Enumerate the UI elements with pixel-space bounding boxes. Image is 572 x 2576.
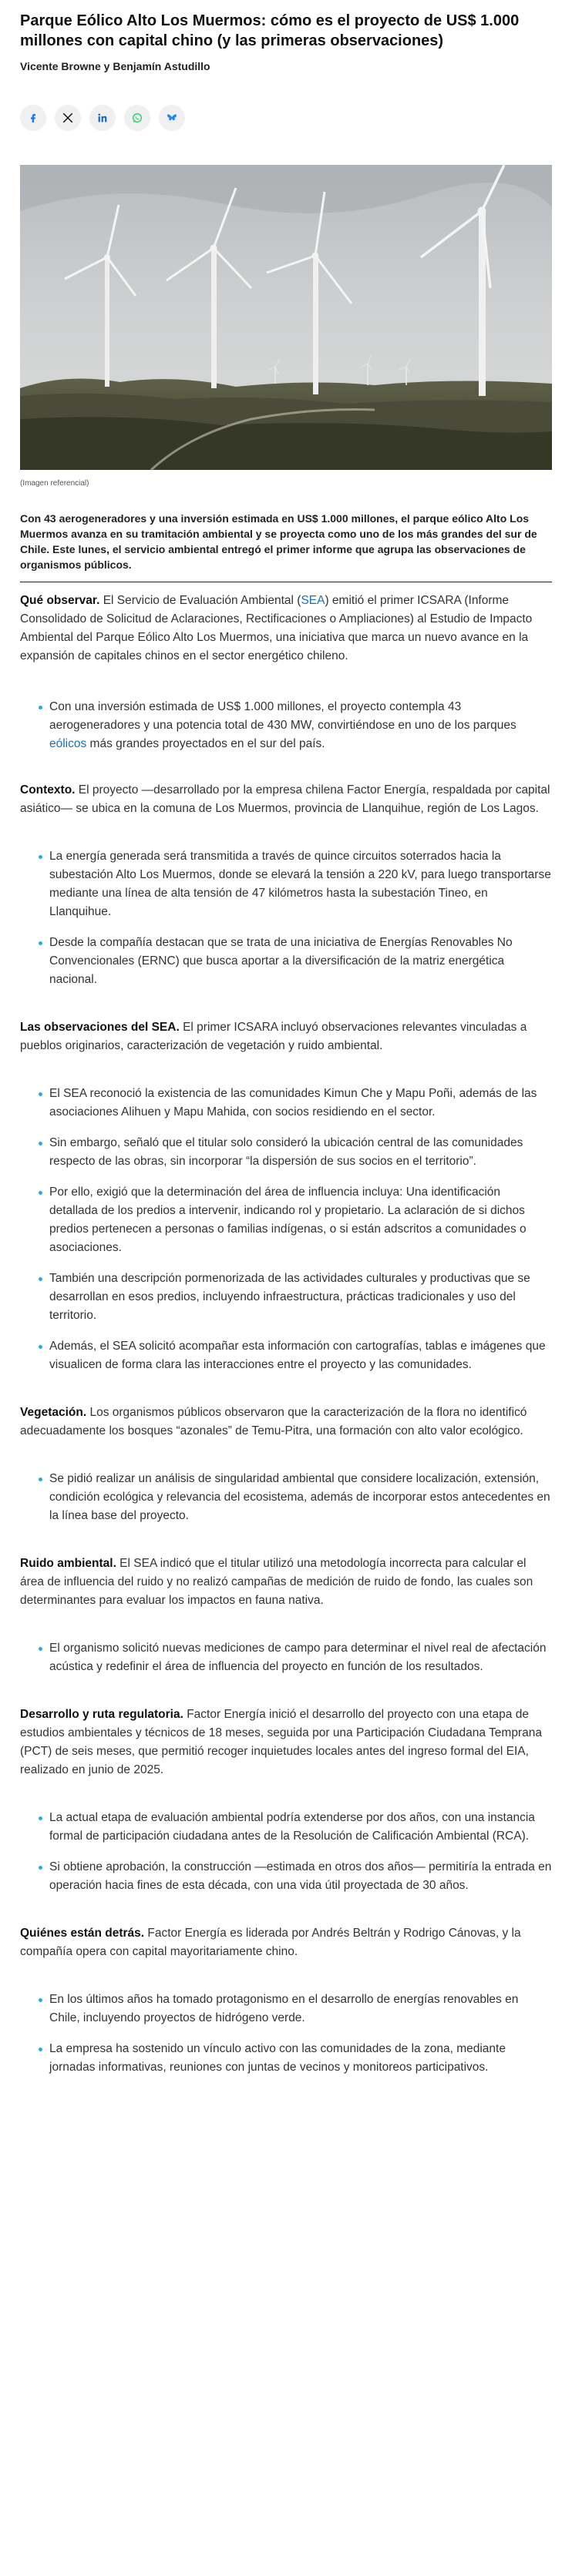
paragraph-ruido: Ruido ambiental. El SEA indicó que el titular utilizó una metodología incorrecta para calcular el área de influencia del ruido y no realizó campañas de medición de ruido de fondo, las cuales son determinantes para evaluar los impactos en fauna nativa. bbox=[20, 1557, 533, 1607]
list-item: Si obtiene aprobación, la construcción —estimada en otros dos años— permitiría la entrada en operación hacia fines de esta década, con una vida útil proyectada de 30 años. bbox=[20, 1858, 552, 1895]
list-item: Con una inversión estimada de US$ 1.000 millones, el proyecto contempla 43 aerogeneradores y una potencia total de 430 MW, convirtiéndose en uno de los parques eólicos más grandes proyectados en el sur del país. bbox=[20, 698, 552, 753]
paragraph-heading: Contexto. bbox=[20, 783, 76, 797]
list-item: Por ello, exigió que la determinación del área de influencia incluya: Una identificación detallada de los predios a intervenir, indicando rol y propietario. La aclaración de si dichos predios pertenecen a personas o familias indígenas, o si están adscritos a comunidades o asociaciones. bbox=[20, 1183, 552, 1257]
list-item: El organismo solicitó nuevas mediciones de campo para determinar el nivel real de afectación acústica y redefinir el área de influencia del proyecto en función de los resultados. bbox=[20, 1639, 552, 1676]
image-caption: (Imagen referencial) bbox=[20, 479, 89, 488]
list-item: La empresa ha sostenido un vínculo activo con las comunidades de la zona, mediante jornadas informativas, reuniones con juntas de vecinos y monitoreos participativos. bbox=[20, 2040, 552, 2077]
bullet-list-4 bbox=[20, 1470, 552, 1525]
article-title: Parque Eólico Alto Los Muermos: cómo es el proyecto de US$ 1.000 millones con capital chino (y las primeras observaciones) bbox=[20, 12, 520, 49]
paragraph-heading: Desarrollo y ruta regulatoria. bbox=[20, 1708, 183, 1721]
list-item: También una descripción pormenorizada de las actividades culturales y productivas que se desarrollan en esos predios, incluyendo infraestructura, prácticas tradicionales y uso del territorio. bbox=[20, 1270, 552, 1325]
article-lead: Con 43 aerogeneradores y una inversión estimada en US$ 1.000 millones, el parque eólico Alto Los Muermos avanza en su tramitación ambiental y se proyecta como uno de los más grandes del sur de Chile. Este lunes, el servicio ambiental entregó el primer informe que agrupa las observaciones de organismos públicos. bbox=[20, 511, 552, 582]
bullet-list-3 bbox=[20, 1085, 552, 1374]
sea-link[interactable]: SEA bbox=[301, 594, 325, 607]
bluesky-icon bbox=[166, 112, 178, 124]
eolicos-link[interactable]: eólicos bbox=[49, 737, 87, 750]
wind-farm-photo bbox=[20, 165, 552, 470]
share-bar bbox=[20, 105, 552, 131]
share-facebook-button[interactable] bbox=[20, 105, 46, 131]
hero-image bbox=[20, 165, 552, 470]
list-item: Se pidió realizar un análisis de singularidad ambiental que considere localización, extensión, condición ecológica y relevancia del ecosistema, además de incorporar estos antecedentes en la línea base del proyecto. bbox=[20, 1470, 552, 1525]
bullet-list-5 bbox=[20, 1639, 552, 1676]
x-icon bbox=[62, 112, 74, 124]
paragraph-vegetacion: Vegetación. Los organismos públicos observaron que la caracterización de la flora no identificó adecuadamente los bosques “azonales” de Temu-Pitra, una formación con alto valor ecológico. bbox=[20, 1406, 527, 1437]
paragraph-heading: Quiénes están detrás. bbox=[20, 1927, 145, 1940]
list-item: Desde la compañía destacan que se trata de una iniciativa de Energías Renovables No Convencionales (ERNC) que busca aportar a la diversificación de la matriz energética nacional. bbox=[20, 934, 552, 989]
article-authors: Vicente Browne y Benjamín Astudillo bbox=[20, 60, 210, 72]
list-item: La energía generada será transmitida a través de quince circuitos soterrados hacia la subestación Alto Los Muermos, donde se elevará la tensión a 220 kV, para luego transportarse mediante una línea de alta tensión de 47 kilómetros hasta la subestación Tineo, en Llanquihue. bbox=[20, 847, 552, 921]
share-whatsapp-button[interactable] bbox=[124, 105, 150, 131]
whatsapp-icon bbox=[131, 112, 143, 124]
share-bluesky-button[interactable] bbox=[159, 105, 185, 131]
paragraph-heading: Qué observar. bbox=[20, 594, 100, 607]
list-item: Además, el SEA solicitó acompañar esta información con cartografías, tablas e imágenes que visualicen de forma clara las interacciones entre el proyecto y las comunidades. bbox=[20, 1337, 552, 1374]
list-item: Sin embargo, señaló que el titular solo consideró la ubicación central de las comunidades respecto de las obras, sin incorporar “la dispersión de sus socios en el territorio”. bbox=[20, 1134, 552, 1171]
bullet-list-7 bbox=[20, 1991, 552, 2077]
bullet-list-6 bbox=[20, 1809, 552, 1895]
paragraph-que-observar: Qué observar. El Servicio de Evaluación Ambiental (SEA) emitió el primer ICSARA (Informe Consolidado de Solicitud de Aclaraciones, Rectificaciones o Ampliaciones) al Estudio de Impacto Ambiental del Parque Eólico Alto Los Muermos, una iniciativa que marca un nuevo avance en la expansión de capitales chinos en el sector energético chileno. bbox=[20, 594, 533, 662]
share-x-button[interactable] bbox=[55, 105, 81, 131]
bullet-list-2 bbox=[20, 847, 552, 989]
share-linkedin-button[interactable] bbox=[89, 105, 116, 131]
list-item: La actual etapa de evaluación ambiental podría extenderse por dos años, con una instancia formal de participación ciudadana antes de la Resolución de Calificación Ambiental (RCA). bbox=[20, 1809, 552, 1846]
paragraph-heading: Vegetación. bbox=[20, 1406, 87, 1419]
bullet-list-1 bbox=[20, 698, 552, 753]
paragraph-quienes: Quiénes están detrás. Factor Energía es liderada por Andrés Beltrán y Rodrigo Cánovas, y la compañía opera con capital mayoritariamente chino. bbox=[20, 1927, 521, 1958]
facebook-icon bbox=[27, 112, 39, 124]
list-item: En los últimos años ha tomado protagonismo en el desarrollo de energías renovables en Chile, incluyendo proyectos de hidrógeno verde. bbox=[20, 1991, 552, 2028]
linkedin-icon bbox=[96, 112, 109, 124]
paragraph-heading: Las observaciones del SEA. bbox=[20, 1021, 180, 1034]
list-item: El SEA reconoció la existencia de las comunidades Kimun Che y Mapu Poñi, además de las asociaciones Alihuen y Mapu Mahida, con socios residiendo en el sector. bbox=[20, 1085, 552, 1122]
paragraph-observaciones: Las observaciones del SEA. El primer ICSARA incluyó observaciones relevantes vinculadas a pueblos originarios, caracterización de vegetación y ruido ambiental. bbox=[20, 1021, 527, 1052]
paragraph-contexto: Contexto. El proyecto —desarrollado por la empresa chilena Factor Energía, respaldada por capital asiático— se ubica en la comuna de Los Muermos, provincia de Llanquihue, región de Los Lagos. bbox=[20, 783, 550, 815]
paragraph-heading: Ruido ambiental. bbox=[20, 1557, 116, 1570]
paragraph-desarrollo: Desarrollo y ruta regulatoria. Factor Energía inició el desarrollo del proyecto con una etapa de estudios ambientales y técnicos de 18 meses, seguida por una Participación Ciudadana Temprana (PCT) de seis meses, que permitió recoger inquietudes locales antes del ingreso formal del EIA, realizado en junio de 2025. bbox=[20, 1708, 542, 1776]
